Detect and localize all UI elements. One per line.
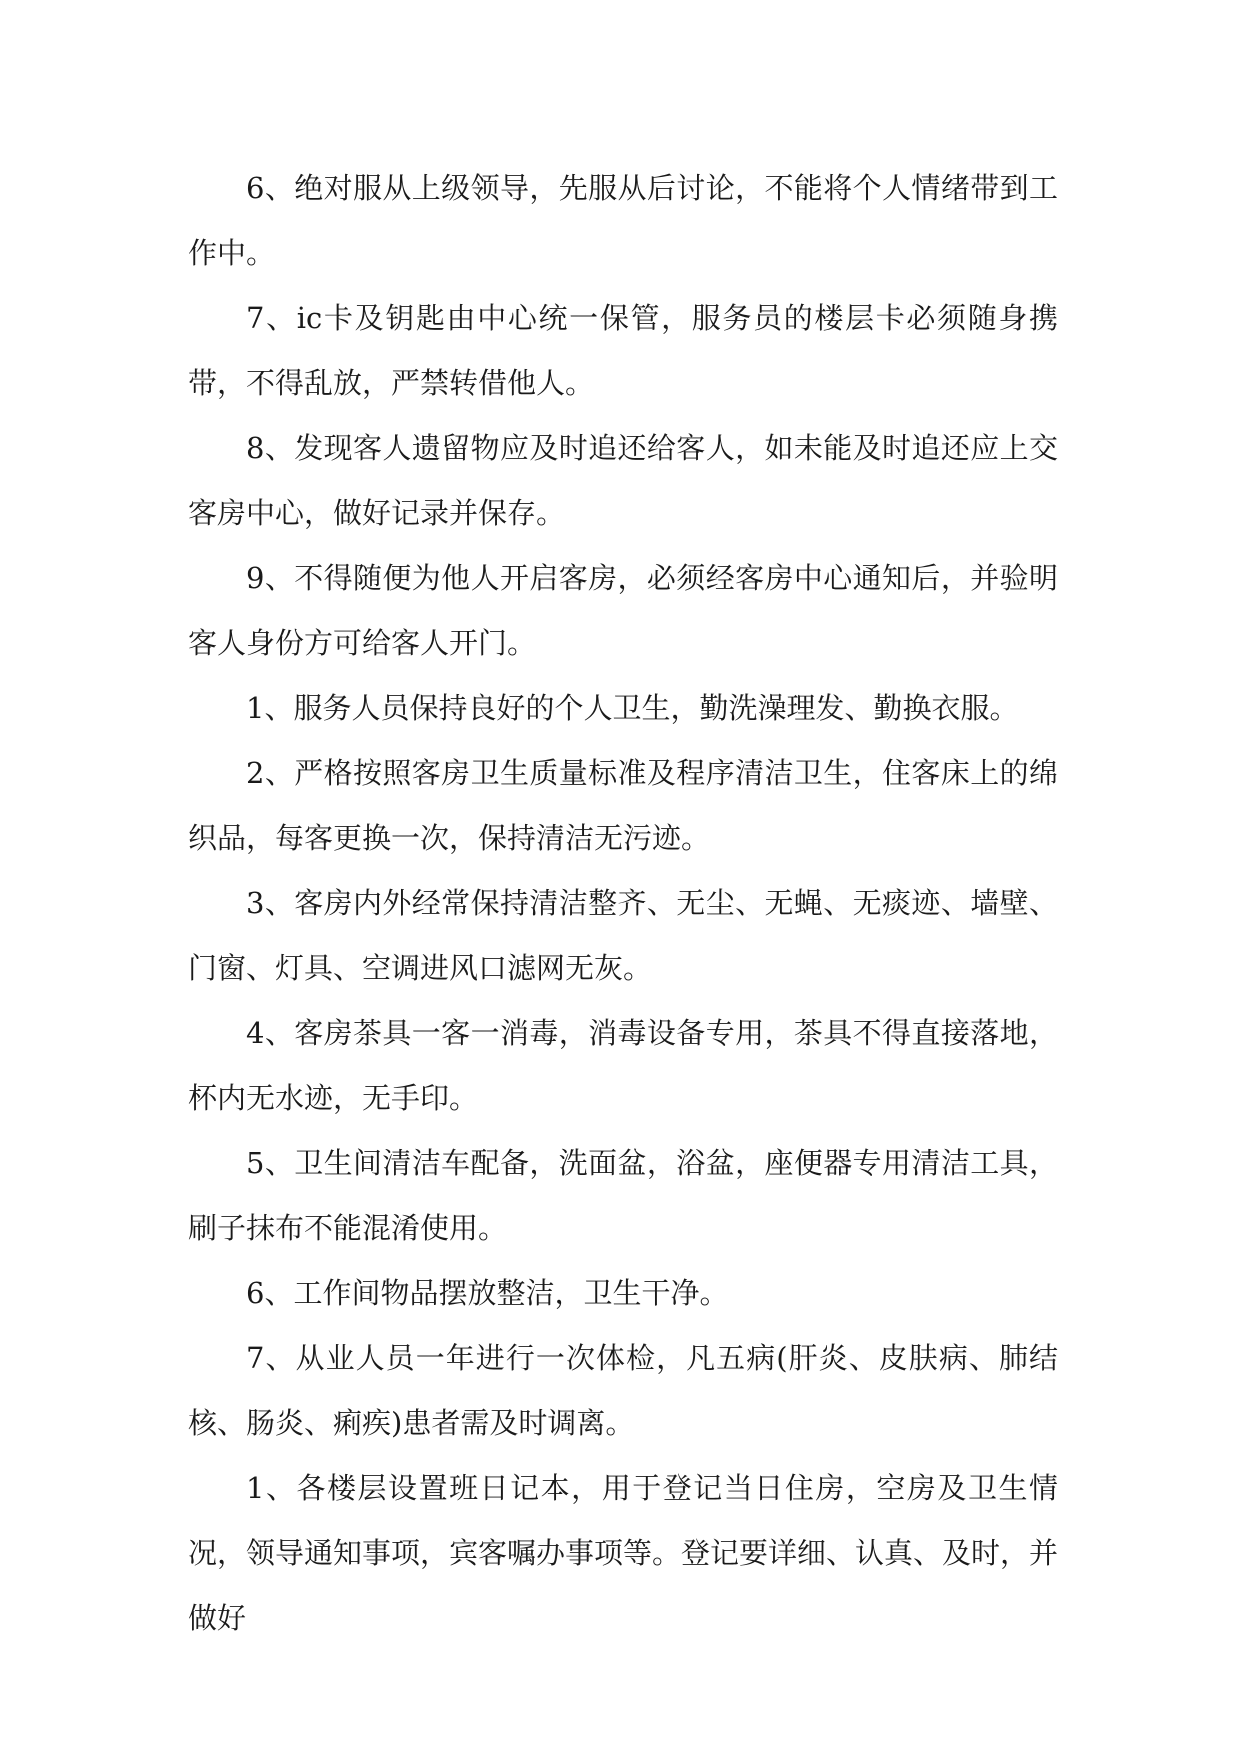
paragraph-hygiene-4-tea-set: 4、客房茶具一客一消毒，消毒设备专用，茶具不得直接落地，杯内无水迹，无手印。 bbox=[188, 1016, 1058, 1115]
paragraph-hygiene-3-room-cleanliness: 3、客房内外经常保持清洁整齐、无尘、无蝇、无痰迹、墙壁、门窗、灯具、空调进风口滤网无灰。 bbox=[188, 886, 1058, 985]
paragraph-hygiene-1-personal: 1、服务人员保持良好的个人卫生，勤洗澡理发、勤换衣服。 bbox=[246, 691, 1019, 725]
paragraph-hygiene-2-cleaning-standard: 2、严格按照客房卫生质量标准及程序清洁卫生，住客床上的绵织品，每客更换一次，保持清洁无污迹。 bbox=[188, 756, 1058, 855]
document-body bbox=[188, 156, 1058, 1651]
paragraph-hygiene-7-health-check: 7、从业人员一年进行一次体检，凡五病(肝炎、皮肤病、肺结核、肠炎、痢疾)患者需及时调离。 bbox=[188, 1341, 1058, 1440]
paragraph-rule-8-lost-items: 8、发现客人遗留物应及时追还给客人，如未能及时追还应上交客房中心，做好记录并保存。 bbox=[188, 431, 1058, 530]
paragraph-logbook-1: 1、各楼层设置班日记本，用于登记当日住房，空房及卫生情况，领导通知事项，宾客嘱办事项等。登记要详细、认真、及时，并做好 bbox=[188, 1471, 1059, 1635]
paragraph-rule-6-obey-superiors: 6、绝对服从上级领导，先服从后讨论，不能将个人情绪带到工作中。 bbox=[188, 171, 1058, 270]
paragraph-rule-9-open-rooms: 9、不得随便为他人开启客房，必须经客房中心通知后，并验明客人身份方可给客人开门。 bbox=[188, 561, 1058, 660]
paragraph-hygiene-6-workroom: 6、工作间物品摆放整洁，卫生干净。 bbox=[246, 1276, 729, 1310]
paragraph-hygiene-5-bathroom-tools: 5、卫生间清洁车配备，洗面盆，浴盆，座便器专用清洁工具，刷子抹布不能混淆使用。 bbox=[188, 1146, 1058, 1245]
paragraph-rule-7-ic-card-keys: 7、ic卡及钥匙由中心统一保管，服务员的楼层卡必须随身携带，不得乱放，严禁转借他人。 bbox=[188, 301, 1058, 400]
